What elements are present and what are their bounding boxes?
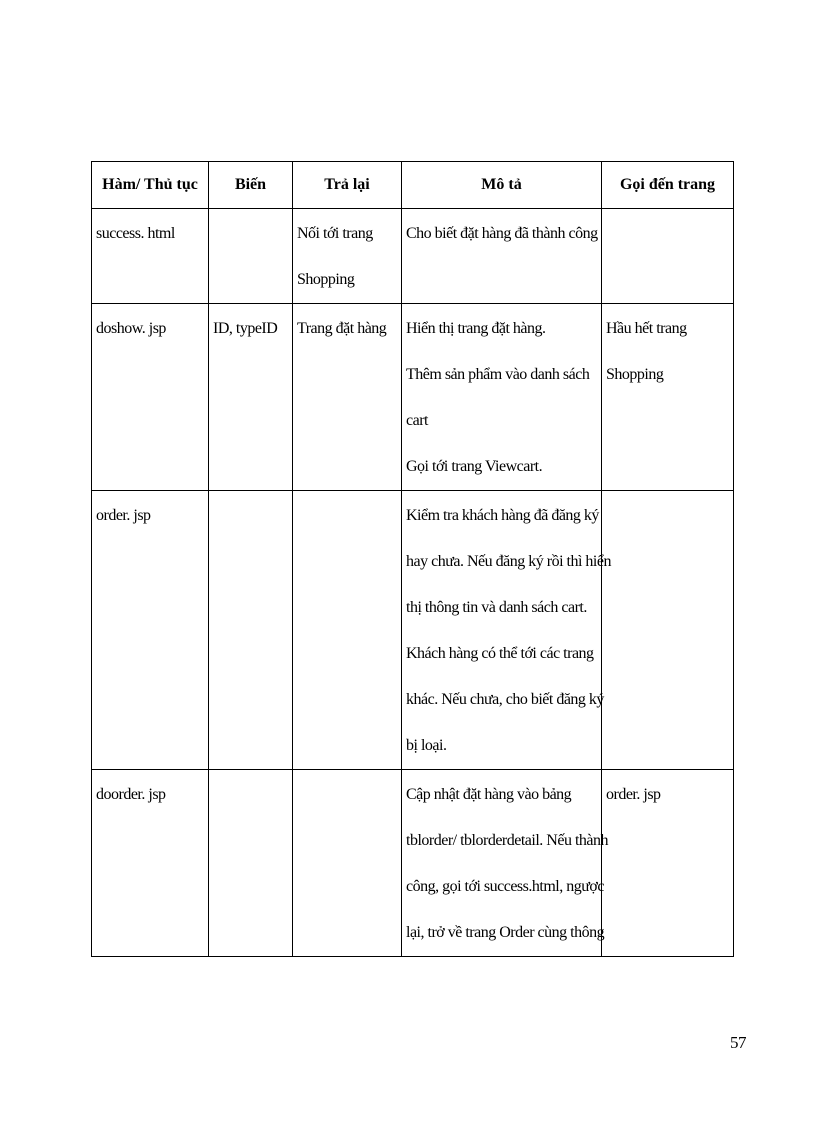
cell-text: doorder. jsp: [96, 786, 166, 803]
procedures-table: [91, 161, 734, 957]
header-calls: Gọi đến trang: [602, 162, 734, 209]
cell-returns: [293, 491, 402, 770]
cell-text: công, gọi tới success.html, ngược: [406, 878, 604, 895]
page-number: 57: [730, 1033, 746, 1052]
header-function: Hàm/ Thủ tục: [92, 162, 209, 209]
cell-description: [402, 304, 602, 491]
cell-returns: [293, 770, 402, 957]
cell-text: ID, typeID: [213, 320, 278, 337]
cell-text: Cập nhật đặt hàng vào bảng: [406, 786, 572, 803]
table-row: [92, 304, 734, 491]
cell-description: [402, 491, 611, 770]
cell-text: Hầu hết trang: [606, 320, 687, 337]
cell-text: Kiểm tra khách hàng đã đăng ký: [406, 507, 599, 524]
cell-text: Thêm sản phẩm vào danh sách: [406, 366, 590, 383]
cell-text: tblorder/ tblorderdetail. Nếu thành: [406, 832, 608, 849]
header-returns: Trả lại: [293, 162, 402, 209]
cell-text: order. jsp: [96, 507, 151, 524]
cell-text: khác. Nếu chưa, cho biết đăng ký: [406, 691, 604, 708]
cell-calls: [602, 209, 734, 304]
header-description: Mô tả: [402, 162, 602, 209]
table-row: [92, 770, 734, 957]
cell-calls: [602, 304, 734, 491]
cell-text: Nối tới trang: [297, 225, 373, 242]
cell-returns: [293, 304, 402, 491]
header-variables: Biến: [209, 162, 293, 209]
cell-text: Hiển thị trang đặt hàng.: [406, 320, 546, 337]
cell-text: Shopping: [297, 271, 355, 288]
cell-description: [402, 770, 608, 957]
cell-text: Cho biết đặt hàng đã thành công: [406, 225, 598, 242]
cell-returns: [293, 209, 402, 304]
cell-function: [92, 770, 209, 957]
cell-calls: [602, 491, 734, 770]
cell-text: thị thông tin và danh sách cart.: [406, 599, 587, 616]
cell-text: doshow. jsp: [96, 320, 166, 337]
cell-text: success. html: [96, 225, 175, 242]
cell-text: Shopping: [606, 366, 664, 383]
cell-text: bị loại.: [406, 737, 447, 754]
cell-function: [92, 209, 209, 304]
cell-text: order. jsp: [606, 786, 661, 803]
cell-text: Khách hàng có thể tới các trang: [406, 645, 594, 662]
table-row: [92, 491, 734, 770]
table-header-row: [92, 162, 734, 209]
cell-function: [92, 304, 209, 491]
cell-variables: [209, 770, 293, 957]
cell-variables: [209, 209, 293, 304]
cell-variables: [209, 304, 293, 491]
cell-text: Trang đặt hàng: [297, 320, 387, 337]
cell-calls: [602, 770, 734, 957]
cell-description: [402, 209, 602, 304]
cell-text: cart: [406, 412, 428, 429]
cell-text: Gọi tới trang Viewcart.: [406, 458, 543, 475]
cell-text: hay chưa. Nếu đăng ký rồi thì hiển: [406, 553, 611, 570]
cell-text: lại, trở về trang Order cùng thông: [406, 924, 605, 941]
table-row: [92, 209, 734, 304]
cell-variables: [209, 491, 293, 770]
cell-function: [92, 491, 209, 770]
